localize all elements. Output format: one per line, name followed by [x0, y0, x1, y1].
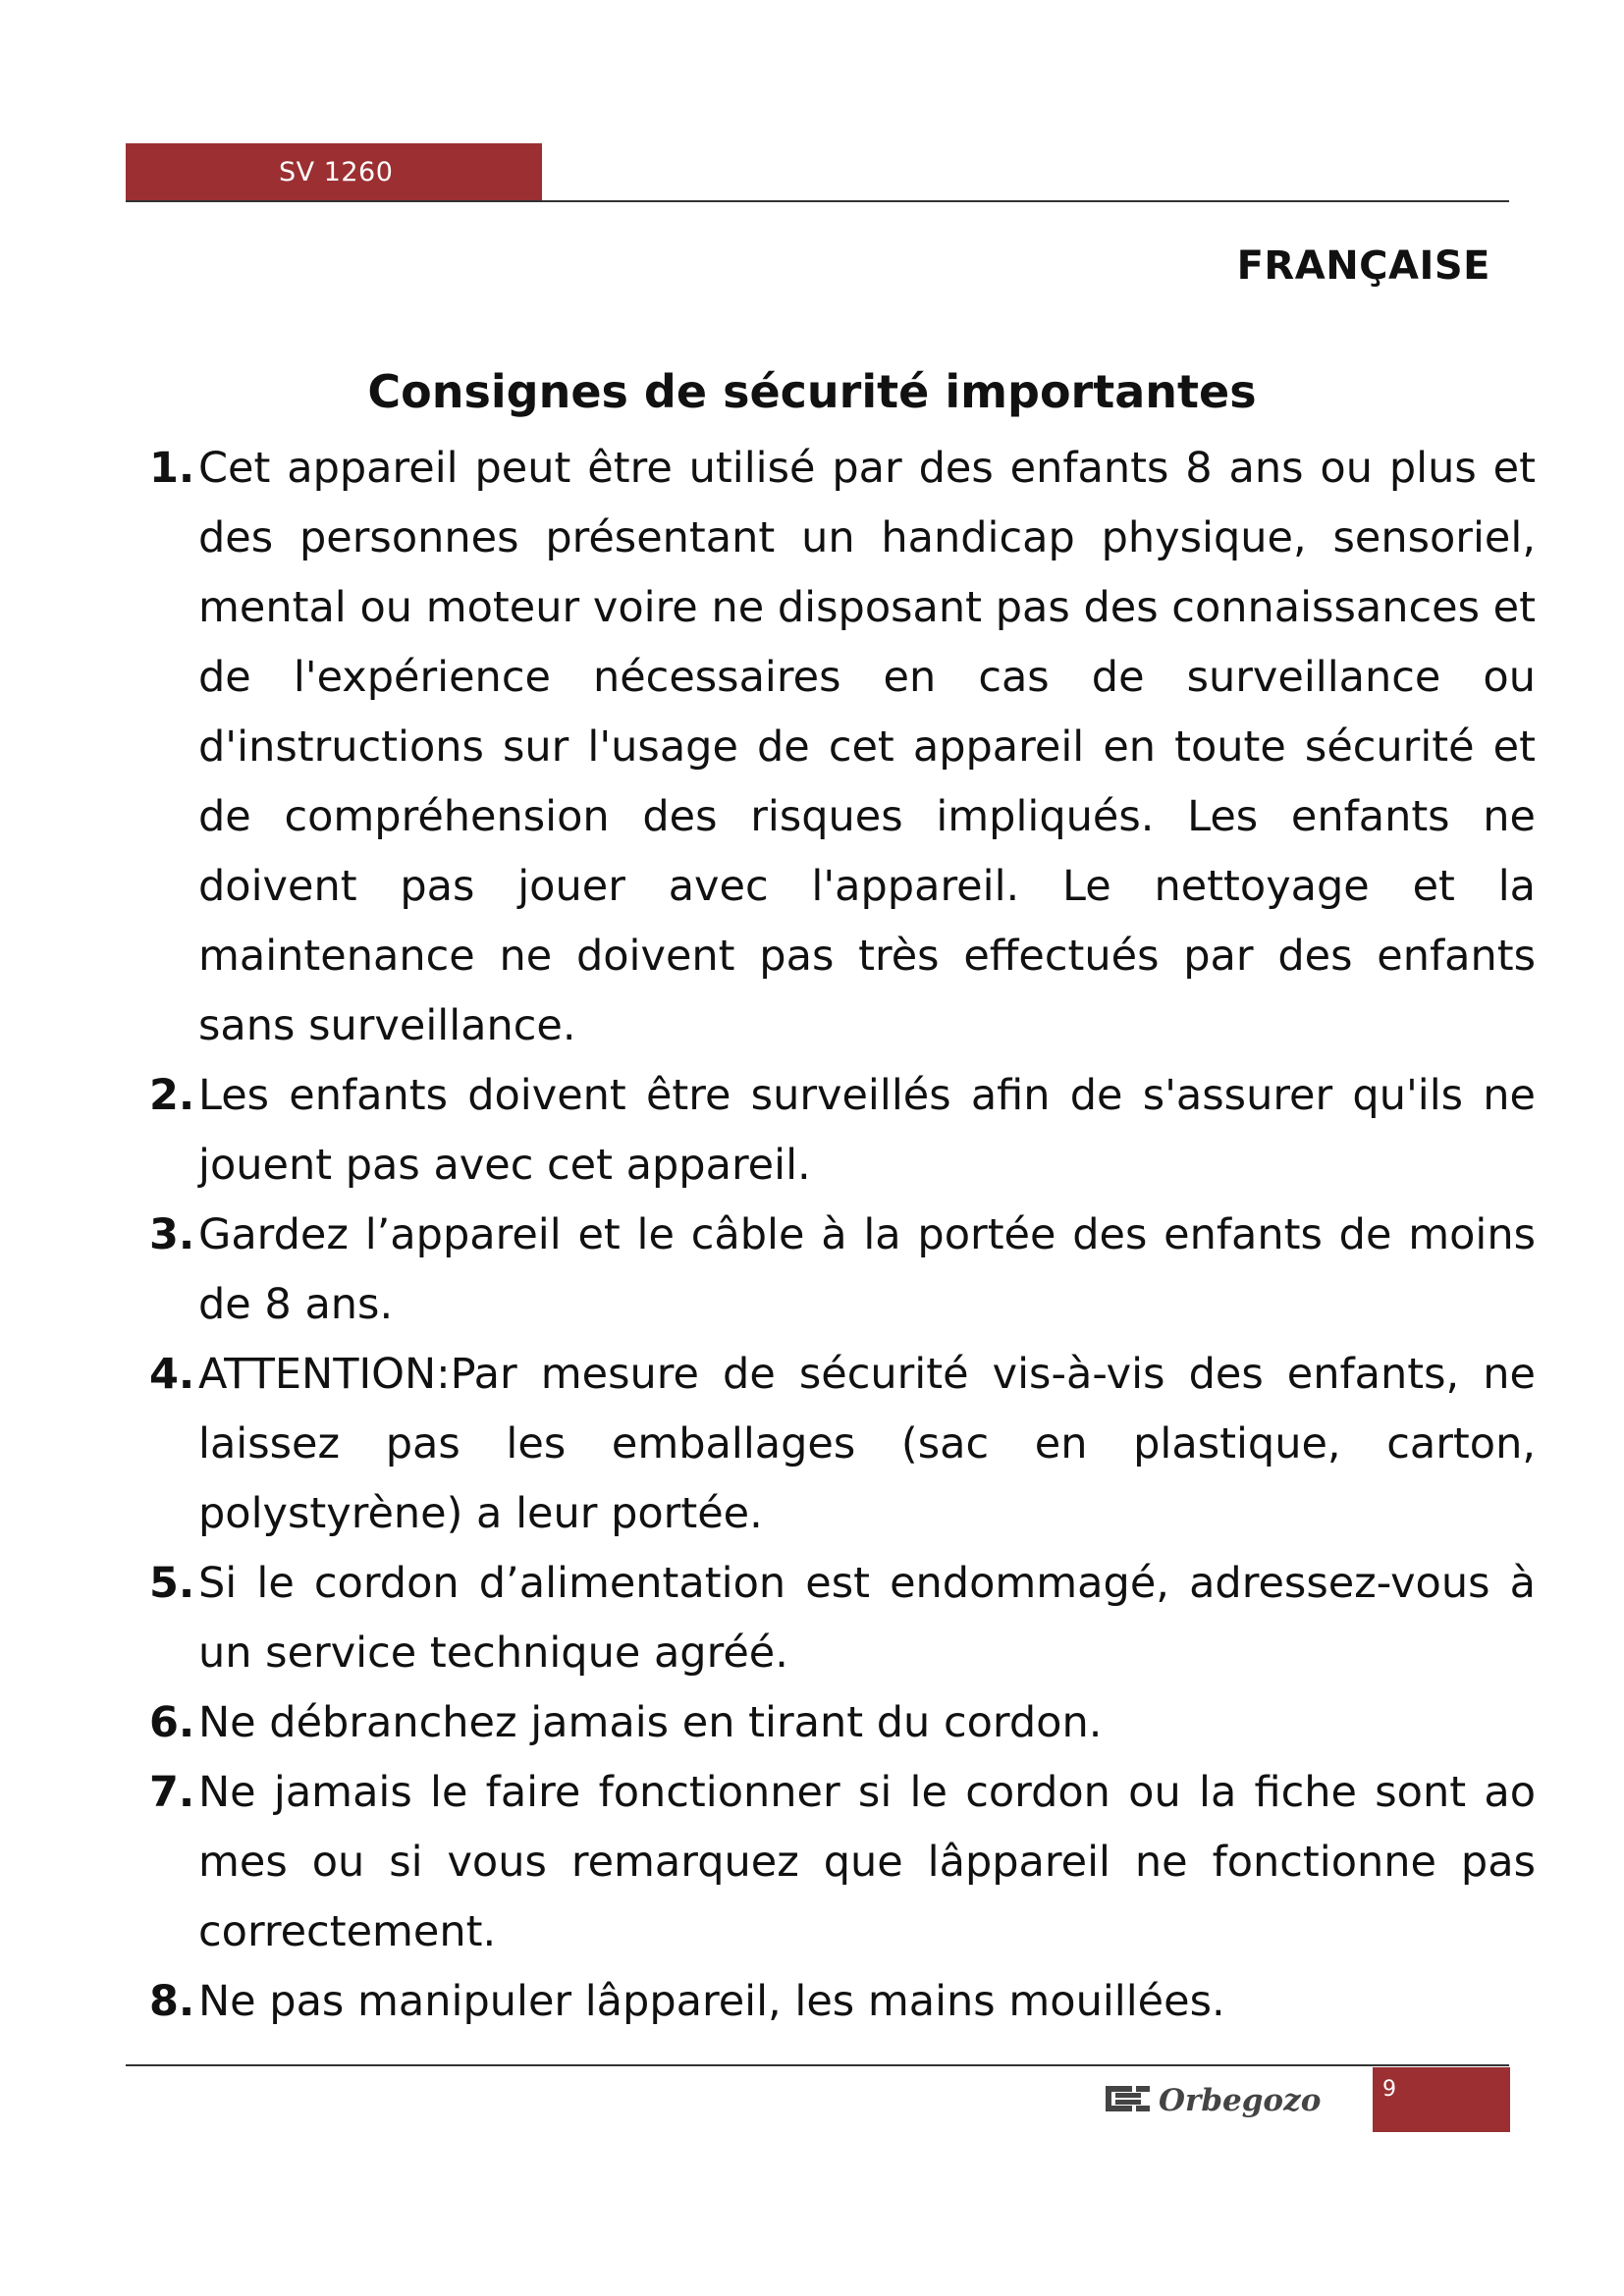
instruction-text: Gardez l’appareil et le câble à la portée des enfants de moins de 8 ans.: [198, 1210, 1536, 1329]
instruction-text: Ne jamais le faire fonctionner si le cordon ou la fiche sont ao mes ou si vous remarquez que lâppareil ne fonctionne pas correctement.: [198, 1768, 1536, 1956]
instruction-item: [149, 1688, 1536, 1758]
instruction-number: 4.: [149, 1350, 195, 1399]
instruction-text: Les enfants doivent être surveillés afin de s'assurer qu'ils ne jouent pas avec cet appareil.: [198, 1071, 1536, 1190]
header-model-tab: [126, 143, 542, 200]
instruction-item: [149, 1061, 1536, 1201]
instruction-text: Ne débranchez jamais en tirant du cordon.: [198, 1698, 1103, 1747]
instruction-item: [149, 1758, 1536, 1967]
model-label: SV 1260: [279, 157, 394, 187]
instruction-item: [149, 1549, 1536, 1688]
instruction-text: Ne pas manipuler lâppareil, les mains mouillées.: [198, 1977, 1225, 2026]
page-title: Consignes de sécurité importantes: [367, 365, 1257, 418]
page-number-box: [1373, 2067, 1510, 2132]
instruction-item: [149, 1967, 1536, 2037]
instruction-number: 7.: [149, 1768, 195, 1817]
orbegozo-logo: [1106, 2077, 1355, 2120]
instruction-text: Cet appareil peut être utilisé par des enfants 8 ans ou plus et des personnes présentant un handicap physique, sensoriel, mental ou moteur voire ne disposant pas des connaissances et de l'expérience nécessaires en cas de surveillance ou d'instructions sur l'usage de cet appareil en toute sécurité et de compréhension des risques impliqués. Les enfants ne doivent pas jouer avec l'appareil. Le nettoyage et la maintenance ne doivent pas très effectués par des enfants sans surveillance.: [198, 444, 1536, 1050]
instruction-number: 3.: [149, 1210, 195, 1259]
header-divider: [126, 200, 1509, 202]
instruction-text: Si le cordon d’alimentation est endommagé, adressez-vous à un service technique agréé.: [198, 1559, 1536, 1678]
footer-divider: [126, 2064, 1509, 2066]
language-heading: FRANÇAISE: [1236, 243, 1490, 289]
brand-name: Orbegozo: [1159, 2083, 1322, 2118]
instruction-number: 1.: [149, 444, 195, 493]
page-number: 9: [1382, 2077, 1396, 2102]
instruction-number: 5.: [149, 1559, 195, 1608]
instruction-number: 8.: [149, 1977, 195, 2026]
instruction-item: [149, 434, 1536, 1061]
safety-instructions-list: [149, 434, 1536, 2037]
instruction-text: ATTENTION:Par mesure de sécurité vis-à-vis des enfants, ne laissez pas les emballages (sac en plastique, carton, polystyrène) a leur portée.: [198, 1350, 1536, 1538]
instruction-item: [149, 1201, 1536, 1340]
instruction-number: 2.: [149, 1071, 195, 1120]
instruction-number: 6.: [149, 1698, 195, 1747]
instruction-item: [149, 1340, 1536, 1549]
